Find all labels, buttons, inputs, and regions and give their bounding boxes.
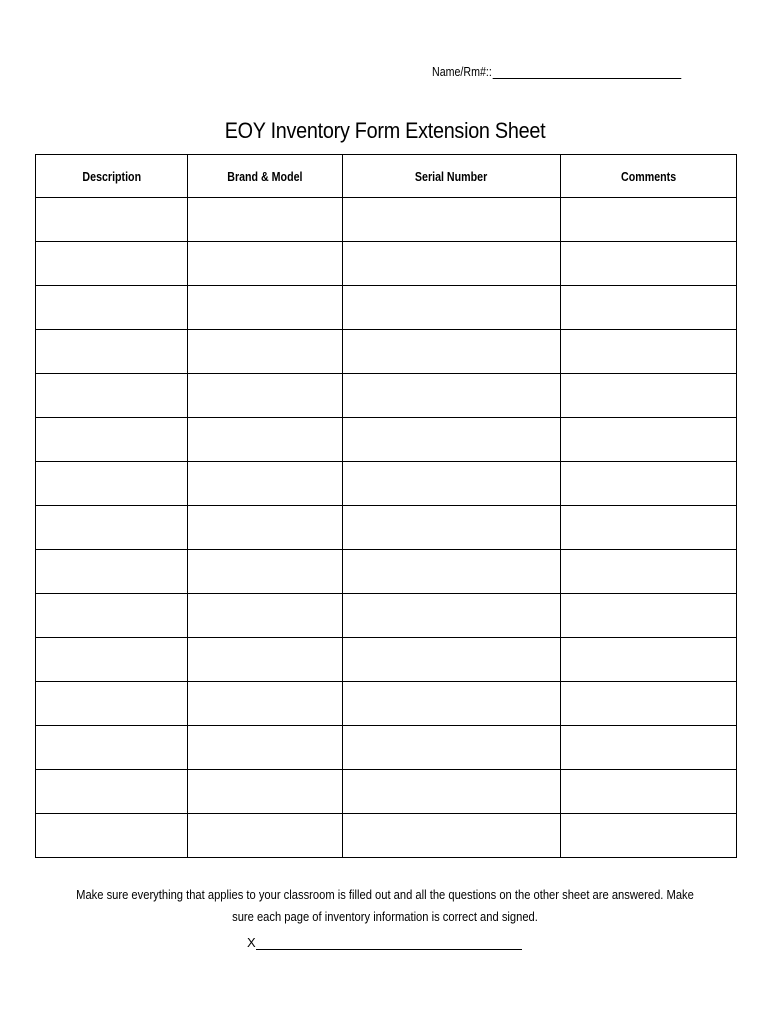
- comments-cell[interactable]: [561, 638, 737, 682]
- table-row: [36, 638, 737, 682]
- description-cell[interactable]: [36, 638, 188, 682]
- description-cell[interactable]: [36, 462, 188, 506]
- comments-cell[interactable]: [561, 594, 737, 638]
- table-row: [36, 770, 737, 814]
- page-title: EOY Inventory Form Extension Sheet: [224, 118, 546, 143]
- comments-cell[interactable]: [561, 286, 737, 330]
- description-cell[interactable]: [36, 506, 188, 550]
- description-cell[interactable]: [36, 594, 188, 638]
- brand-model-cell[interactable]: [188, 770, 343, 814]
- serial-number-cell[interactable]: [343, 286, 561, 330]
- serial-number-cell[interactable]: [343, 638, 561, 682]
- comments-cell[interactable]: [561, 682, 737, 726]
- serial-number-cell[interactable]: [343, 506, 561, 550]
- inventory-table: [35, 154, 737, 858]
- brand-model-cell[interactable]: [188, 198, 343, 242]
- brand-model-cell[interactable]: [188, 506, 343, 550]
- serial-number-cell[interactable]: [343, 814, 561, 858]
- serial-number-cell[interactable]: [343, 374, 561, 418]
- serial-number-cell[interactable]: [343, 770, 561, 814]
- serial-number-cell[interactable]: [343, 594, 561, 638]
- comments-cell[interactable]: [561, 198, 737, 242]
- serial-number-cell[interactable]: [343, 242, 561, 286]
- table-header-row: [36, 155, 737, 198]
- table-row: [36, 330, 737, 374]
- comments-cell[interactable]: [561, 814, 737, 858]
- description-cell[interactable]: [36, 198, 188, 242]
- brand-model-cell[interactable]: [188, 418, 343, 462]
- serial-number-cell[interactable]: [343, 462, 561, 506]
- description-cell[interactable]: [36, 418, 188, 462]
- description-cell[interactable]: [36, 374, 188, 418]
- table-row: [36, 462, 737, 506]
- serial-number-cell[interactable]: [343, 550, 561, 594]
- column-header-brand-model: Brand & Model: [188, 155, 343, 198]
- description-cell[interactable]: [36, 682, 188, 726]
- brand-model-cell[interactable]: [188, 814, 343, 858]
- signature-input-line[interactable]: [256, 935, 522, 950]
- name-room-field: [432, 64, 681, 79]
- signature-field: [247, 935, 522, 950]
- brand-model-cell[interactable]: [188, 374, 343, 418]
- comments-cell[interactable]: [561, 242, 737, 286]
- comments-cell[interactable]: [561, 770, 737, 814]
- brand-model-cell[interactable]: [188, 638, 343, 682]
- comments-cell[interactable]: [561, 550, 737, 594]
- instruction-note: Make sure everything that applies to your classroom is filled out and all the questions on the other sheet are answered. Make sure each page of inventory information is correct and signed.: [76, 887, 694, 924]
- signature-label: X: [247, 935, 256, 950]
- brand-model-cell[interactable]: [188, 242, 343, 286]
- brand-model-cell[interactable]: [188, 550, 343, 594]
- table-row: [36, 198, 737, 242]
- column-header-serial-number: Serial Number: [343, 155, 561, 198]
- brand-model-cell[interactable]: [188, 462, 343, 506]
- column-header-description: Description: [36, 155, 188, 198]
- table-row: [36, 550, 737, 594]
- brand-model-cell[interactable]: [188, 286, 343, 330]
- brand-model-cell[interactable]: [188, 594, 343, 638]
- table-row: [36, 286, 737, 330]
- column-header-comments: Comments: [561, 155, 737, 198]
- name-room-input-line[interactable]: [493, 64, 682, 79]
- description-cell[interactable]: [36, 330, 188, 374]
- comments-cell[interactable]: [561, 506, 737, 550]
- description-cell[interactable]: [36, 726, 188, 770]
- serial-number-cell[interactable]: [343, 726, 561, 770]
- serial-number-cell[interactable]: [343, 682, 561, 726]
- brand-model-cell[interactable]: [188, 682, 343, 726]
- name-room-label: Name/Rm#::: [432, 64, 492, 79]
- table-row: [36, 814, 737, 858]
- comments-cell[interactable]: [561, 462, 737, 506]
- table-row: [36, 594, 737, 638]
- table-body: [36, 198, 737, 858]
- comments-cell[interactable]: [561, 330, 737, 374]
- description-cell[interactable]: [36, 286, 188, 330]
- brand-model-cell[interactable]: [188, 726, 343, 770]
- table-row: [36, 726, 737, 770]
- comments-cell[interactable]: [561, 726, 737, 770]
- description-cell[interactable]: [36, 242, 188, 286]
- table-row: [36, 418, 737, 462]
- serial-number-cell[interactable]: [343, 418, 561, 462]
- brand-model-cell[interactable]: [188, 330, 343, 374]
- comments-cell[interactable]: [561, 374, 737, 418]
- serial-number-cell[interactable]: [343, 198, 561, 242]
- table-row: [36, 374, 737, 418]
- table-row: [36, 506, 737, 550]
- serial-number-cell[interactable]: [343, 330, 561, 374]
- table-row: [36, 242, 737, 286]
- description-cell[interactable]: [36, 814, 188, 858]
- description-cell[interactable]: [36, 550, 188, 594]
- table-row: [36, 682, 737, 726]
- comments-cell[interactable]: [561, 418, 737, 462]
- description-cell[interactable]: [36, 770, 188, 814]
